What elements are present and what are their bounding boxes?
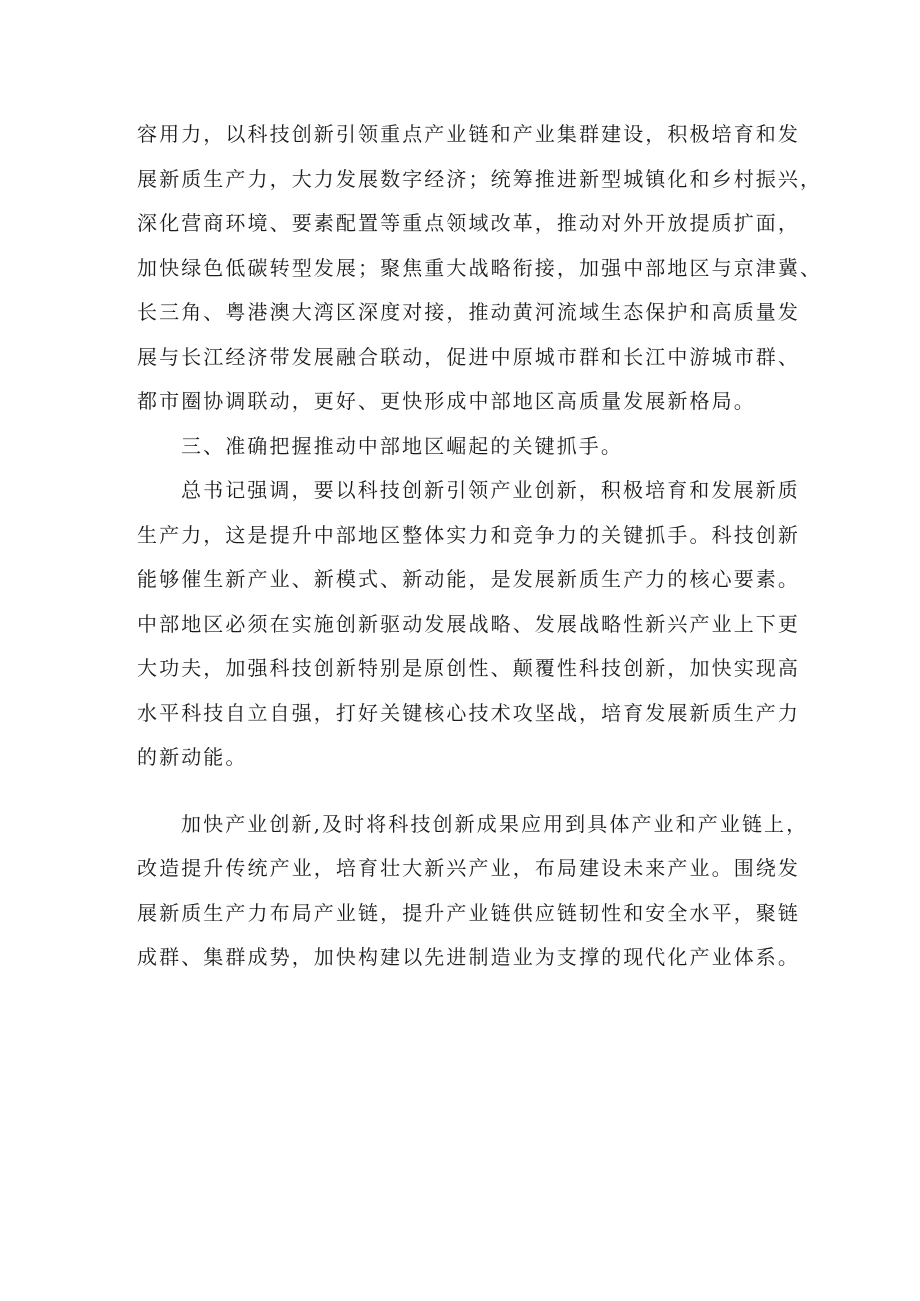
paragraph-line: 的新动能。 xyxy=(137,745,248,769)
paragraph-line: 加快产业创新,及时将科技创新成果应用到具体产业和产业链上， xyxy=(181,811,809,836)
paragraph-line: 大功夫，加强科技创新特别是原创性、颠覆性科技创新，加快实现高 xyxy=(137,656,800,680)
section-heading-text: 三、准确把握推动中部地区崛起的关键抓手。 xyxy=(181,433,623,458)
paragraph-line: 总书记强调，要以科技创新引领产业创新，积极培育和发展新质 xyxy=(181,478,800,502)
paragraph-line: 容用力，以科技创新引领重点产业链和产业集群建设，积极培育和发 xyxy=(137,122,800,146)
paragraph-line: 展与长江经济带发展融合联动，促进中原城市群和长江中游城市群、 xyxy=(137,344,800,369)
section-heading xyxy=(137,424,797,469)
paragraph-line: 生产力，这是提升中部地区整体实力和竞争力的关键抓手。科技创新 xyxy=(137,522,800,547)
paragraph-line: 展新质生产力布局产业链，提升产业链供应链韧性和安全水平，聚链 xyxy=(137,900,800,925)
paragraph-line: 能够催生新产业、新模式、新动能，是发展新质生产力的核心要素。 xyxy=(137,567,800,591)
paragraph-line: 水平科技自立自强，打好关键核心技术攻坚战，培育发展新质生产力 xyxy=(137,700,800,725)
paragraph-line: 都市圈协调联动，更好、更快形成中部地区高质量发展新格局。 xyxy=(137,389,756,413)
paragraph-line: 改造提升传统产业，培育壮大新兴产业，布局建设未来产业。围绕发 xyxy=(137,856,800,880)
paragraph-4 xyxy=(137,802,809,980)
paragraph-line: 成群、集群成势，加快构建以先进制造业为支撑的现代化产业体系。 xyxy=(137,945,800,969)
paragraph-1 xyxy=(137,112,823,424)
paragraph-line: 中部地区必须在实施创新驱动发展战略、发展战略性新兴产业上下更 xyxy=(137,611,800,636)
paragraph-3 xyxy=(137,468,800,780)
paragraph-line: 深化营商环境、要素配置等重点领域改革，推动对外开放提质扩面， xyxy=(137,211,800,235)
document-body xyxy=(137,112,823,980)
paragraph-line: 长三角、粤港澳大湾区深度对接，推动黄河流域生态保护和高质量发 xyxy=(137,300,800,324)
paragraph-line: 加快绿色低碳转型发展；聚焦重大战略衔接，加强中部地区与京津冀、 xyxy=(137,255,823,280)
paragraph-line: 展新质生产力，大力发展数字经济；统筹推进新型城镇化和乡村振兴， xyxy=(137,166,823,191)
